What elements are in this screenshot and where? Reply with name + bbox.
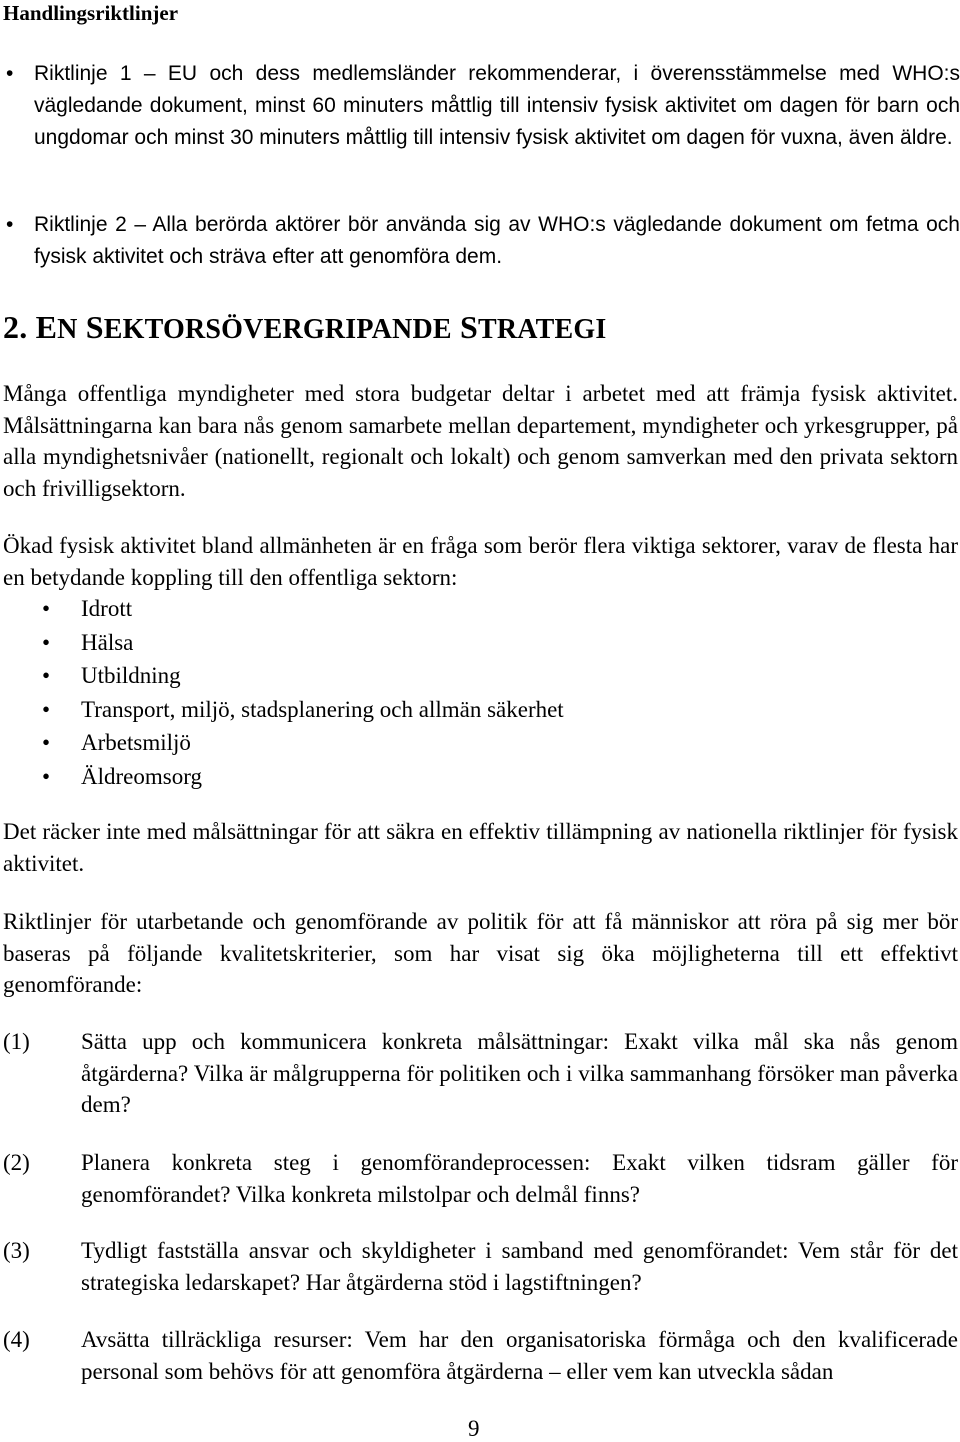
page-heading: Handlingsriktlinjer [3, 1, 179, 25]
list-item [0, 726, 960, 760]
list-item [0, 659, 960, 693]
criteria-number: (4) [3, 1327, 30, 1352]
criteria-text: Tydligt fastställa ansvar och skyldigheter i samband med genomförandet: Vem står för det strategiska ledarskapet? Har åtgärderna stöd i lagstiftningen? [81, 1238, 958, 1295]
criteria-number: (1) [3, 1029, 30, 1054]
section-number: 2. [3, 309, 28, 345]
bullet-icon: • [42, 763, 51, 789]
section-heading [3, 307, 606, 350]
page-number: 9 [468, 1416, 480, 1441]
section-title-rest: N [57, 314, 78, 345]
criteria-text: Planera konkreta steg i genomförandeprocessen: Exakt vilken tidsram gäller för genomförandet? Vilka konkreta milstolpar och delmål finns? [81, 1150, 958, 1207]
list-item-text: Idrott [81, 596, 133, 621]
section-title-word3-rest: TRATEGI [477, 314, 607, 345]
paragraph-1: Många offentliga myndigheter med stora budgetar deltar i arbetet med att främja fysisk aktivitet. Målsättningarna kan bara nås genom samarbete mellan departement, myndigheter och yrkesgrupper, på alla myndighetsnivåer (nationellt, regionalt och lokalt) och genom samverkan med den privata sektorn och frivilligsektorn. [3, 381, 958, 501]
list-item-text: Arbetsmiljö [81, 730, 191, 755]
list-item-text: Transport, miljö, stadsplanering och allmän säkerhet [81, 696, 564, 722]
bullet-icon: • [42, 629, 51, 655]
section-title-word2-initial: S [85, 309, 104, 345]
criteria-text: Sätta upp och kommunicera konkreta målsättningar: Exakt vilka mål ska nås genom åtgärderna? Vilka är målgrupperna för politiken och i vilka sammanhang försöker man påverka dem? [81, 1029, 958, 1117]
section-title-word3-initial: S [459, 309, 478, 345]
list-item-text: Äldreomsorg [81, 763, 202, 789]
guideline-text-1: Riktlinje 1 – EU och dess medlemsländer rekommenderar, i överensstämmelse med WHO:s vägledande dokument, minst 60 minuters måttlig till intensiv fysisk aktivitet om dagen för barn och ungdomar och minst 30 minuters måttlig till intensiv fysisk aktivitet om dagen för vuxna, även äldre. [34, 62, 960, 149]
bullet-icon: • [42, 596, 51, 621]
list-item [0, 592, 960, 626]
bullet-icon: • [6, 213, 14, 236]
bullet-icon: • [42, 663, 51, 688]
bullet-icon: • [42, 696, 51, 722]
paragraph-2: Ökad fysisk aktivitet bland allmänheten är en fråga som berör flera viktiga sektorer, varav de flesta har en betydande koppling till den offentliga sektorn: [3, 533, 958, 590]
paragraph-3: Det räcker inte med målsättningar för att säkra en effektiv tillämpning av nationella riktlinjer för fysisk aktivitet. [3, 819, 958, 876]
list-item [0, 760, 960, 794]
sector-list [0, 592, 960, 793]
criteria-number: (3) [3, 1238, 30, 1263]
list-item [0, 693, 960, 727]
list-item [0, 626, 960, 660]
bullet-icon: • [6, 62, 14, 85]
list-item-text: Utbildning [81, 663, 181, 688]
guideline-text-2: Riktlinje 2 – Alla berörda aktörer bör använda sig av WHO:s vägledande dokument om fetma och fysisk aktivitet och sträva efter att genomföra dem. [34, 213, 960, 268]
list-item-text: Hälsa [81, 629, 134, 655]
section-title-initial: E [35, 309, 58, 345]
criteria-text: Avsätta tillräckliga resurser: Vem har den organisatoriska förmåga och den kvalificerade personal som behövs för att genomföra åtgärderna – eller vem kan utveckla sådan [81, 1327, 958, 1384]
criteria-number: (2) [3, 1150, 30, 1175]
bullet-icon: • [42, 730, 51, 755]
paragraph-4: Riktlinjer för utarbetande och genomförande av politik för att få människor att röra på sig mer bör baseras på följande kvalitetskriterier, som har visat sig öka möjligheterna till ett effektivt genomförande: [3, 909, 958, 997]
section-title-word2-rest: EKTORSÖVERGRIPANDE [103, 314, 452, 345]
